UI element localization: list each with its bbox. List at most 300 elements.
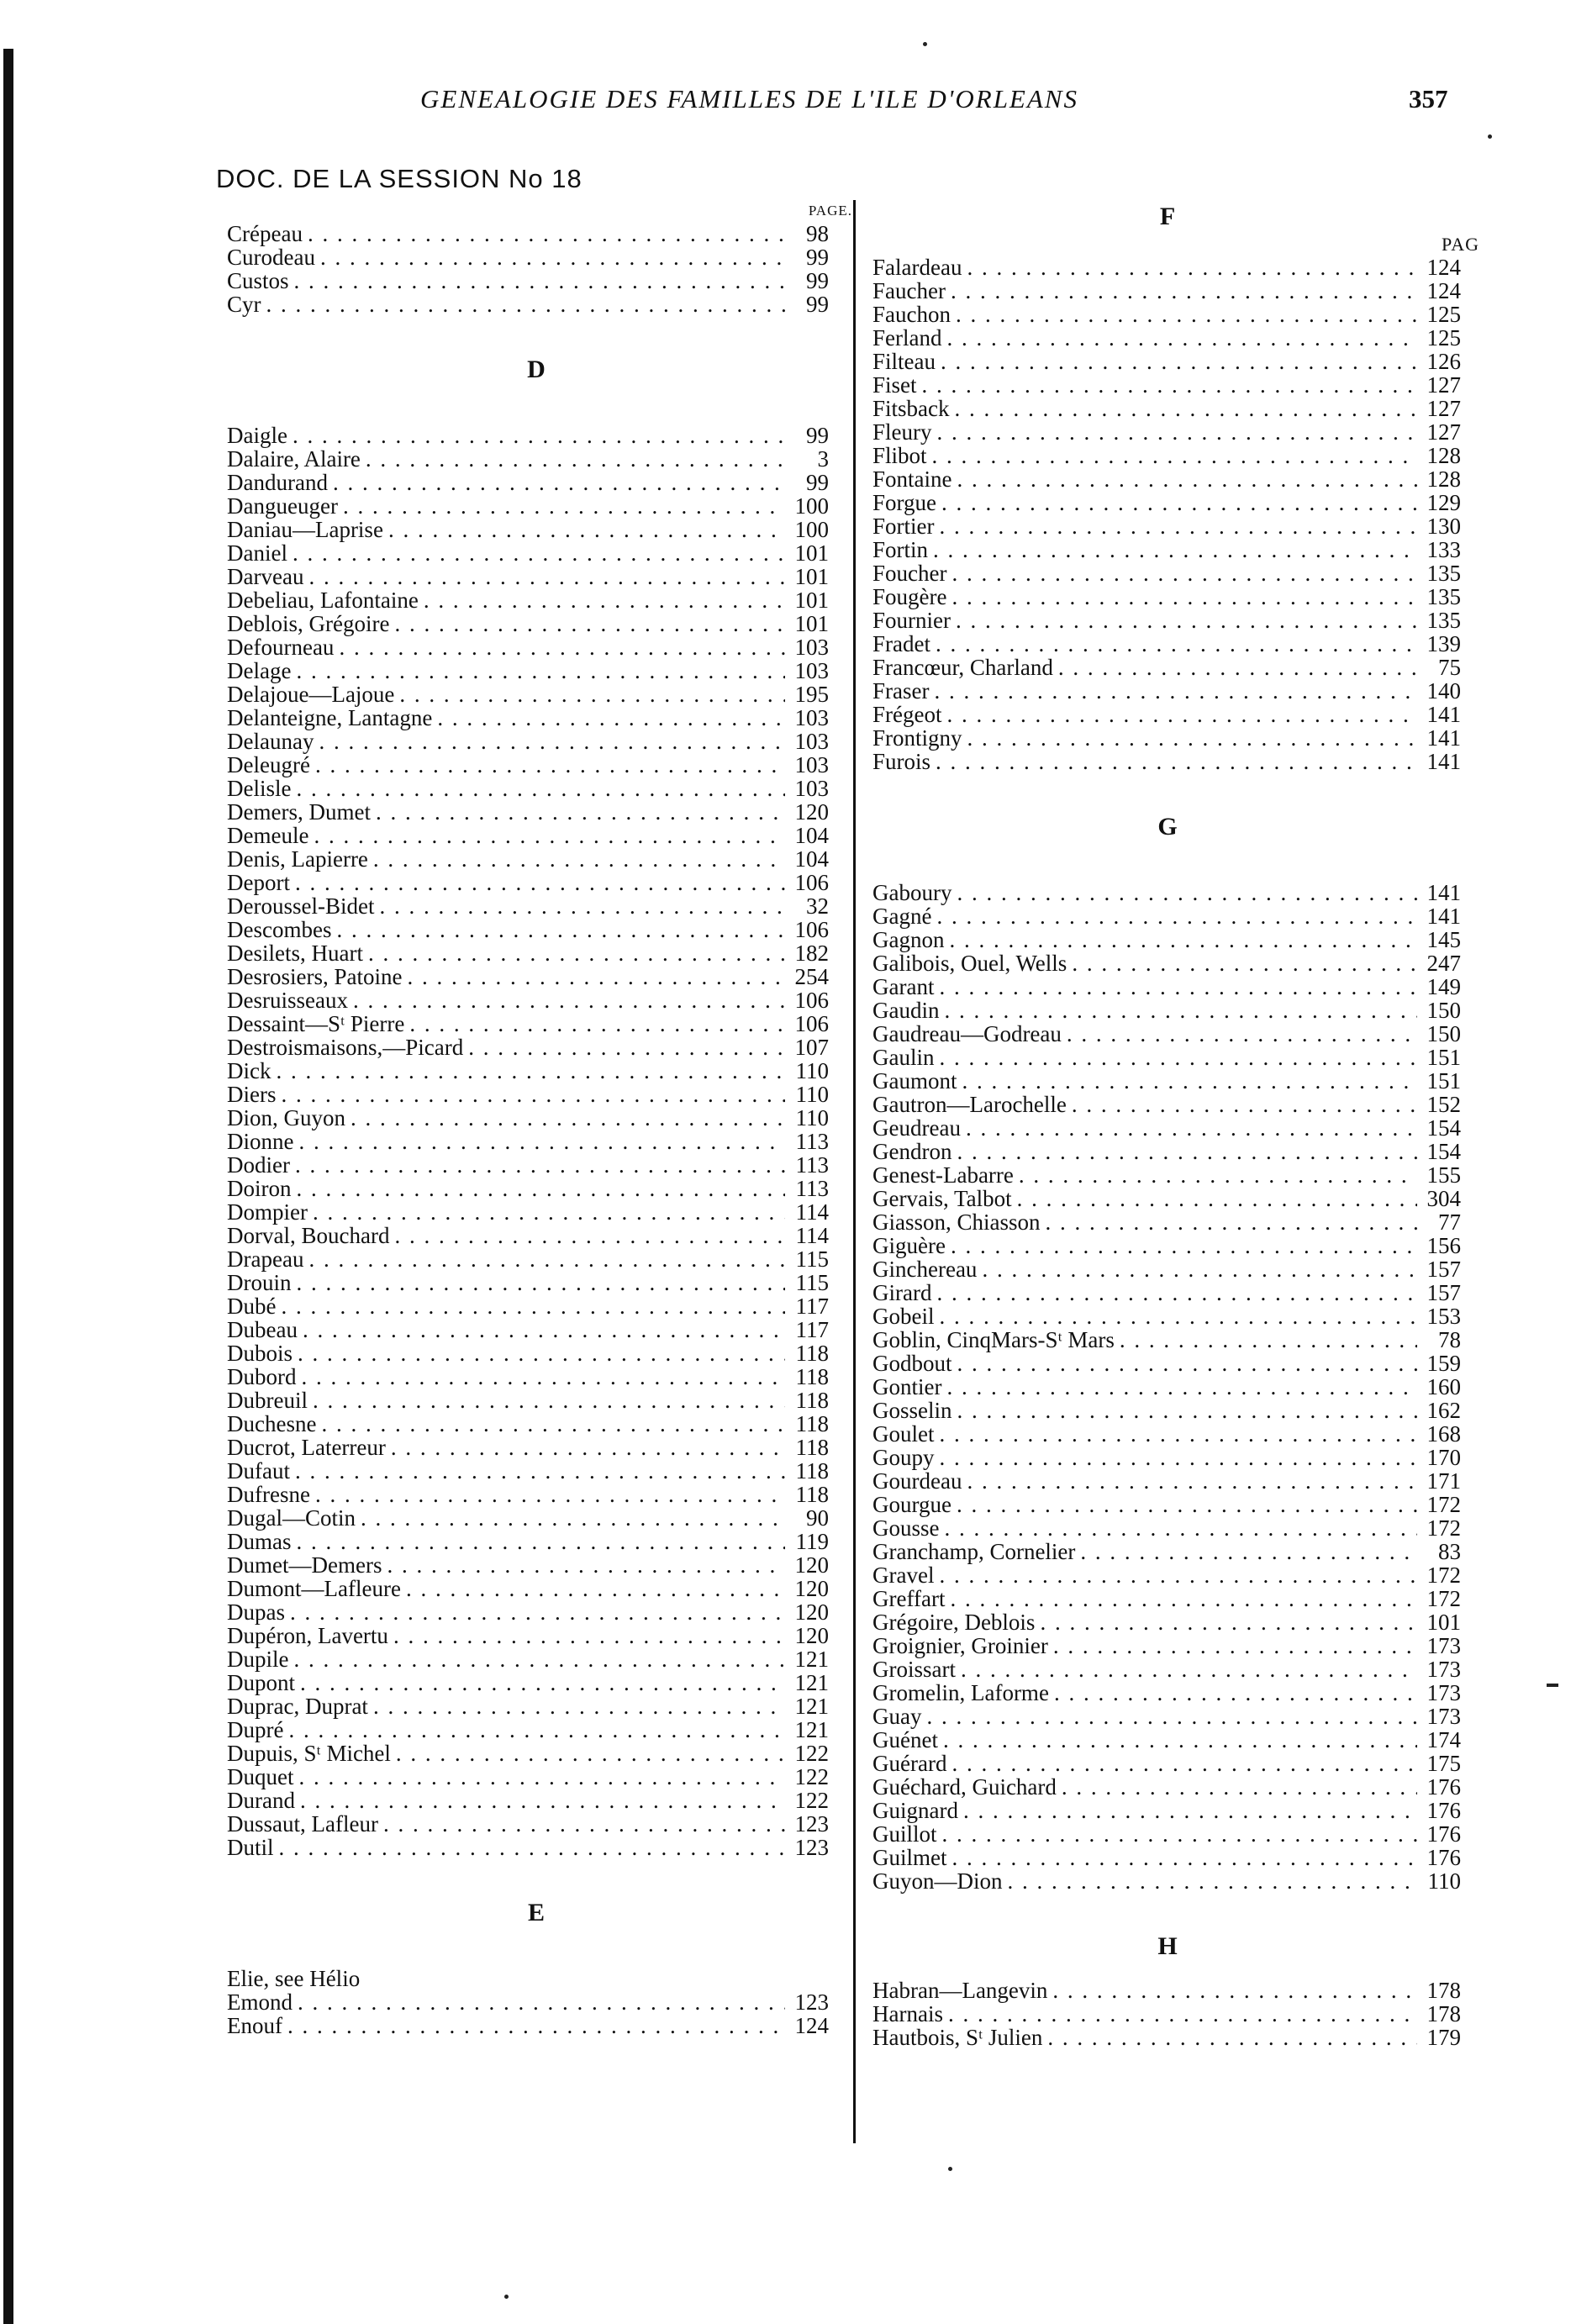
section-letter-d: D (527, 356, 546, 383)
entry-name: Fontaine (872, 466, 952, 492)
entry-name: Dubois (227, 1341, 293, 1366)
leader-dots (922, 373, 1417, 397)
entry-page-number: 101 (794, 540, 829, 566)
entry-page-number: 117 (795, 1317, 829, 1342)
index-entry (220, 1553, 852, 1577)
entry-name: Dupéron, Lavertu (227, 1623, 388, 1648)
leader-dots (955, 397, 1418, 420)
index-entry (220, 706, 852, 730)
index-entry (220, 988, 852, 1012)
entry-page-number: 182 (794, 941, 829, 966)
leader-dots (942, 1822, 1417, 1846)
entry-name: Giasson, Chiasson (872, 1209, 1041, 1235)
entry-page-number: 106 (794, 917, 829, 942)
entry-name: Gaumont (872, 1068, 957, 1093)
entry-page-number: 121 (794, 1647, 829, 1672)
index-entry (220, 1341, 852, 1365)
entry-page-number: 247 (1426, 951, 1461, 976)
index-entry (856, 279, 1479, 303)
entry-page-number: 101 (1426, 1610, 1461, 1635)
leader-dots (957, 467, 1418, 491)
leader-dots (321, 1412, 785, 1436)
index-entry (856, 1210, 1479, 1234)
index-entry (856, 609, 1479, 632)
entry-name: Defourneau (227, 635, 335, 660)
section-letter-h: H (1157, 1932, 1178, 1960)
entry-page-number: 118 (795, 1411, 829, 1436)
entry-name: Dugal—Cotin (227, 1505, 356, 1531)
leader-dots (333, 471, 785, 494)
leader-dots (967, 256, 1417, 279)
leader-dots (373, 847, 785, 871)
entry-page-number: 173 (1426, 1704, 1461, 1729)
index-entry (220, 753, 852, 777)
leader-dots (940, 1422, 1418, 1446)
leader-dots (296, 777, 785, 800)
index-entry (220, 1130, 852, 1153)
entry-page-number: 118 (795, 1458, 829, 1483)
leader-dots (315, 753, 785, 777)
index-entry (856, 444, 1479, 467)
entry-name: Genest-Labarre (872, 1162, 1014, 1188)
leader-dots (276, 1059, 785, 1083)
leader-dots (393, 1624, 785, 1647)
entry-page-number: 168 (1426, 1421, 1461, 1447)
entry-name: Duprac, Duprat (227, 1694, 368, 1719)
entry-page-number: 103 (794, 705, 829, 730)
index-entry (220, 1624, 852, 1647)
entry-page-number: 120 (794, 1552, 829, 1578)
index-entry (856, 928, 1479, 951)
entry-name: Fortin (872, 537, 929, 562)
entry-name: Girard (872, 1280, 932, 1305)
index-entry (220, 447, 852, 471)
leader-dots (298, 1130, 785, 1153)
leader-dots (1052, 1979, 1417, 2002)
index-entry (856, 1846, 1479, 1869)
entry-page-number: 110 (795, 1058, 829, 1083)
leader-dots (956, 303, 1417, 326)
entry-page-number: 128 (1426, 443, 1461, 468)
index-entry (220, 2014, 852, 2037)
entry-name: Hautbois, Sᵗ Julien (872, 2025, 1043, 2050)
entry-name: Dufresne (227, 1482, 310, 1507)
leader-dots (941, 350, 1417, 373)
leader-dots (409, 1012, 785, 1036)
entry-page-number: 141 (1426, 725, 1461, 751)
leader-dots (297, 1271, 786, 1294)
entry-page-number: 120 (794, 1599, 829, 1625)
entry-page-number: 176 (1426, 1774, 1461, 1800)
entry-page-number: 121 (794, 1694, 829, 1719)
entry-name: Dessaint—Sᵗ Pierre (227, 1011, 405, 1036)
index-entry (220, 659, 852, 682)
leader-dots (308, 565, 785, 588)
leader-dots (319, 730, 785, 753)
leader-dots (313, 1389, 785, 1412)
entry-page-number: 123 (794, 1989, 829, 2015)
margin-mark (1547, 1684, 1558, 1687)
leader-dots (1019, 1163, 1417, 1187)
entry-name: Dumet—Demers (227, 1552, 382, 1578)
entry-page-number: 106 (794, 1011, 829, 1036)
entry-name: Dangueuger (227, 493, 338, 519)
index-entry (856, 467, 1479, 491)
index-entry (856, 303, 1479, 326)
leader-dots (962, 1069, 1418, 1093)
entry-page-number: 120 (794, 1576, 829, 1601)
entry-name: Grégoire, Deblois (872, 1610, 1036, 1635)
entry-name: Delisle (227, 776, 292, 801)
index-entry (856, 1022, 1479, 1046)
entry-name: Godbout (872, 1351, 952, 1376)
leader-dots (933, 538, 1417, 561)
entry-name: Fiset (872, 372, 917, 398)
entry-page-number: 106 (794, 988, 829, 1013)
index-entry (220, 1506, 852, 1530)
index-entry (220, 1036, 852, 1059)
entry-name: Groissart (872, 1657, 956, 1682)
index-entry (856, 1304, 1479, 1328)
index-entry (220, 1294, 852, 1318)
entry-page-number: 170 (1426, 1445, 1461, 1470)
index-entry (220, 1459, 852, 1483)
right-column (853, 200, 1479, 2143)
entry-name: Dick (227, 1058, 271, 1083)
leader-dots (308, 222, 785, 245)
leader-dots (952, 1752, 1417, 1775)
leader-dots (399, 682, 785, 706)
entry-page-number: 115 (795, 1270, 829, 1295)
speck (923, 42, 927, 46)
index-entry (856, 397, 1479, 420)
entry-name: Daniel (227, 540, 287, 566)
index-entry (856, 632, 1479, 656)
leader-dots (940, 1304, 1418, 1328)
entry-page-number: 172 (1426, 1563, 1461, 1588)
entry-name: Giguère (872, 1233, 946, 1258)
index-entry (856, 1610, 1479, 1634)
entry-name: Darveau (227, 564, 304, 589)
leader-dots (957, 1399, 1418, 1422)
leader-dots (940, 514, 1418, 538)
section-letter-f: F (1159, 203, 1176, 230)
entry-name: Dalaire, Alaire (227, 446, 361, 472)
leader-dots (279, 1836, 785, 1859)
index-entry (856, 1775, 1479, 1799)
entry-page-number: 118 (795, 1388, 829, 1413)
leader-dots (1058, 656, 1417, 679)
index-entry (220, 292, 852, 316)
entry-page-number: 124 (1426, 278, 1461, 303)
leader-dots (946, 1375, 1417, 1399)
entry-name: Debeliau, Lafontaine (227, 588, 419, 613)
index-entry (856, 1140, 1479, 1163)
leader-dots (281, 1083, 785, 1106)
index-entry (856, 420, 1479, 444)
index-entry (856, 1516, 1479, 1540)
entry-page-number: 160 (1426, 1374, 1461, 1399)
leader-dots (297, 1177, 786, 1200)
entry-name: Guignard (872, 1798, 958, 1823)
entry-page-number: 173 (1426, 1680, 1461, 1705)
entry-page-number: 156 (1426, 1233, 1461, 1258)
index-entry (856, 726, 1479, 750)
leader-dots (951, 1234, 1417, 1257)
index-entry (856, 656, 1479, 679)
entry-page-number: 118 (795, 1435, 829, 1460)
binding-edge-bar (3, 49, 13, 2324)
entry-name: Desilets, Huart (227, 941, 363, 966)
leader-dots (315, 1483, 785, 1506)
entry-name: Cyr (227, 292, 261, 317)
index-entry (220, 682, 852, 706)
index-entry (856, 1469, 1479, 1493)
entry-page-number: 104 (794, 823, 829, 848)
index-entry (220, 1271, 852, 1294)
index-entry (856, 1281, 1479, 1304)
leader-dots (293, 424, 785, 447)
leader-dots (296, 659, 785, 682)
entry-name: Gontier (872, 1374, 942, 1399)
entry-name: Guyon—Dion (872, 1868, 1003, 1894)
index-entry (856, 1234, 1479, 1257)
entry-name: Filteau (872, 349, 936, 374)
entry-page-number: 195 (794, 682, 829, 707)
entry-page-number: 135 (1426, 608, 1461, 633)
entry-page-number: 178 (1426, 2001, 1461, 2026)
entry-page-number: 141 (1426, 880, 1461, 905)
index-entry (856, 1752, 1479, 1775)
leader-dots (956, 609, 1417, 632)
entry-page-number: 172 (1426, 1492, 1461, 1517)
entry-page-number: 162 (1426, 1398, 1461, 1423)
entry-page-number: 176 (1426, 1845, 1461, 1870)
index-entry (220, 1600, 852, 1624)
index-entry (856, 999, 1479, 1022)
leader-dots (298, 1341, 785, 1365)
entry-name: Gaulin (872, 1045, 935, 1070)
entry-name: Furois (872, 749, 931, 774)
entry-page-number: 123 (794, 1835, 829, 1860)
index-entry (856, 1728, 1479, 1752)
section-letter-e: E (527, 1899, 545, 1926)
entry-page-number: 115 (795, 1246, 829, 1272)
entry-name: Deblois, Grégoire (227, 611, 390, 636)
index-entry (856, 561, 1479, 585)
index-entry (856, 1563, 1479, 1587)
leader-dots (982, 1257, 1417, 1281)
entry-page-number: 118 (795, 1364, 829, 1389)
index-entry (220, 635, 852, 659)
leader-dots (298, 1990, 785, 2014)
entry-page-number: 304 (1426, 1186, 1461, 1211)
index-entry (856, 1540, 1479, 1563)
entry-name: Harnais (872, 2001, 943, 2026)
entry-name: Dutil (227, 1835, 274, 1860)
entry-name: Gaudreau—Godreau (872, 1021, 1062, 1046)
entry-page-number: 114 (795, 1199, 829, 1225)
index-entry (220, 1059, 852, 1083)
entry-name: Frégeot (872, 702, 942, 727)
leader-dots (957, 1140, 1417, 1163)
entry-page-number: 103 (794, 658, 829, 683)
leader-dots (944, 999, 1417, 1022)
leader-dots (936, 632, 1417, 656)
entry-page-number: 124 (794, 2013, 829, 2038)
entry-page-number: 125 (1426, 302, 1461, 327)
index-entry (220, 565, 852, 588)
entry-page-number: 101 (794, 611, 829, 636)
index-entry (220, 245, 852, 269)
entry-page-number: 150 (1426, 1021, 1461, 1046)
entry-page-number: 157 (1426, 1257, 1461, 1282)
leader-dots (288, 1718, 785, 1742)
e-entries (220, 1967, 852, 2037)
leader-dots (1072, 1093, 1417, 1116)
entry-name: Greffart (872, 1586, 946, 1611)
leader-dots (295, 871, 785, 894)
entry-page-number: 103 (794, 635, 829, 660)
entry-page-number: 176 (1426, 1821, 1461, 1847)
entry-name: Gervais, Talbot (872, 1186, 1012, 1211)
index-entry (856, 373, 1479, 397)
leader-dots (950, 1587, 1417, 1610)
index-entry (220, 730, 852, 753)
index-entry (856, 1979, 1479, 2002)
leader-dots (1072, 951, 1417, 975)
entry-page-number: 3 (817, 446, 829, 472)
entry-name: Guay (872, 1704, 922, 1729)
index-entry (220, 965, 852, 988)
entry-name: Gourdeau (872, 1468, 962, 1494)
leader-dots (1080, 1540, 1417, 1563)
leader-dots (957, 1352, 1418, 1375)
leader-dots (336, 918, 785, 941)
entry-name: Goblin, CinqMars-Sᵗ Mars (872, 1327, 1115, 1352)
entry-name: Deport (227, 870, 290, 895)
index-entry (856, 256, 1479, 279)
entry-page-number: 176 (1426, 1798, 1461, 1823)
leader-dots (952, 585, 1417, 609)
entry-page-number: 152 (1426, 1092, 1461, 1117)
running-head: GENEALOGIE DES FAMILLES DE L'ILE D'ORLEANS (420, 84, 1078, 113)
entry-page-number: 149 (1426, 974, 1461, 999)
entry-page-number: 151 (1426, 1045, 1461, 1070)
entry-page-number: 99 (806, 423, 829, 448)
index-entry (856, 904, 1479, 928)
entry-name: Dubord (227, 1364, 297, 1389)
leader-dots (366, 447, 785, 471)
leader-dots (1047, 2026, 1417, 2049)
entry-page-number: 99 (806, 245, 829, 270)
entry-name: Descombes (227, 917, 332, 942)
entry-page-number: 122 (794, 1741, 829, 1766)
entry-page-number: 135 (1426, 584, 1461, 609)
leader-dots (294, 269, 785, 292)
index-entry (856, 1634, 1479, 1657)
entry-page-number: 90 (806, 1505, 829, 1531)
entry-name: Dubé (227, 1294, 277, 1319)
entry-name: Geudreau (872, 1115, 961, 1141)
entry-page-number: 123 (794, 1811, 829, 1837)
entry-name: Dumont—Lafleure (227, 1576, 401, 1601)
leader-dots (945, 1516, 1418, 1540)
leader-dots (967, 1469, 1417, 1493)
leader-dots (948, 2002, 1417, 2026)
entry-name: Ferland (872, 325, 942, 350)
leader-dots (1040, 1610, 1417, 1634)
leader-dots (406, 1577, 785, 1600)
entry-name: Desrosiers, Patoine (227, 964, 403, 989)
entry-name: Doiron (227, 1176, 292, 1201)
entry-page-number: 129 (1426, 490, 1461, 515)
index-entry (856, 491, 1479, 514)
entry-page-number: 75 (1438, 655, 1461, 680)
leader-dots (1120, 1328, 1417, 1352)
entry-page-number: 104 (794, 846, 829, 872)
index-entry (220, 588, 852, 612)
leader-dots (424, 588, 785, 612)
session-label: DOC. DE LA SESSION No 18 (216, 164, 583, 193)
entry-name: Guérard (872, 1751, 947, 1776)
leader-dots (266, 292, 786, 316)
leader-dots (1067, 1022, 1417, 1046)
entry-page-number: 171 (1426, 1468, 1461, 1494)
index-entry (220, 1836, 852, 1859)
entry-name: Gendron (872, 1139, 952, 1164)
entry-page-number: 130 (1426, 514, 1461, 539)
entry-name: Fitsback (872, 396, 950, 421)
entry-page-number: 101 (794, 588, 829, 613)
entry-page-number: 122 (794, 1788, 829, 1813)
leader-dots (1053, 1634, 1417, 1657)
leader-dots (961, 1657, 1417, 1681)
index-entry (220, 1153, 852, 1177)
entry-name: Daniau—Laprise (227, 517, 383, 542)
leader-dots (1062, 1775, 1417, 1799)
index-entry (220, 824, 852, 847)
entry-page-number: 100 (794, 517, 829, 542)
index-entry (856, 1163, 1479, 1187)
entry-name: Dandurand (227, 470, 328, 495)
entry-page-number: 141 (1426, 702, 1461, 727)
entry-page-number: 99 (806, 292, 829, 317)
entry-page-number: 141 (1426, 749, 1461, 774)
leader-dots (294, 1647, 786, 1671)
entry-page-number: 110 (1427, 1868, 1461, 1894)
entry-name: Gaudin (872, 998, 940, 1023)
entry-name: Gravel (872, 1563, 935, 1588)
index-entry (220, 1483, 852, 1506)
leader-dots (295, 1459, 785, 1483)
entry-page-number: 113 (795, 1152, 829, 1178)
entry-name: Delaunay (227, 729, 314, 754)
entry-name: Gromelin, Laforme (872, 1680, 1049, 1705)
entry-name: Elie, see Hélio (227, 1966, 361, 1991)
leader-dots (939, 1563, 1417, 1587)
entry-name: Francœur, Charland (872, 655, 1053, 680)
leader-dots (1054, 1681, 1417, 1705)
entry-page-number: 99 (806, 268, 829, 293)
leader-dots (952, 561, 1417, 585)
entry-page-number: 173 (1426, 1633, 1461, 1658)
index-entry (856, 1705, 1479, 1728)
speck (948, 2167, 952, 2171)
index-entry (856, 1493, 1479, 1516)
leader-dots (963, 1799, 1417, 1822)
entry-name: Custos (227, 268, 289, 293)
